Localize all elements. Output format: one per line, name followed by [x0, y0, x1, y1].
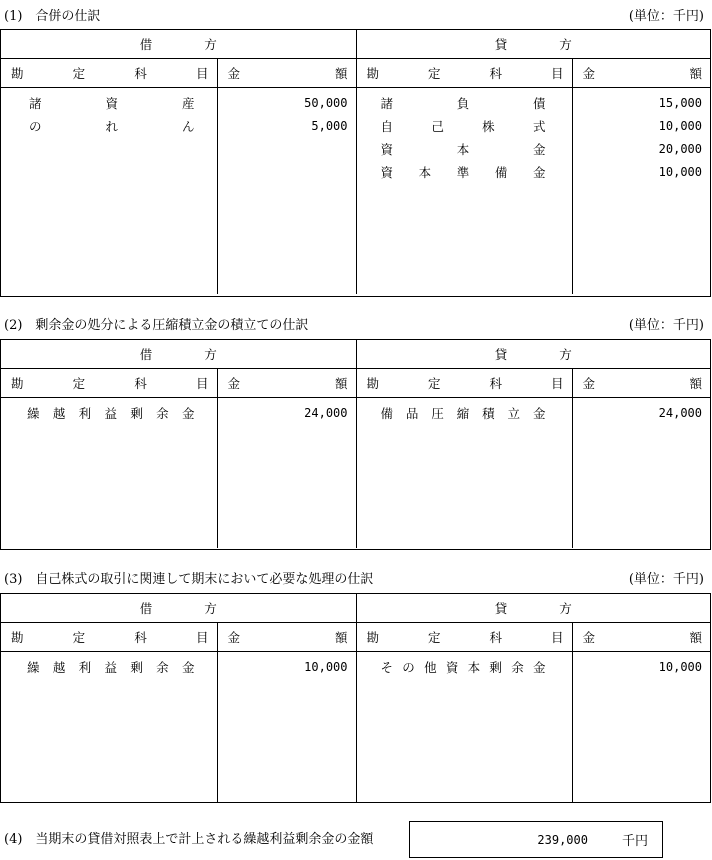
- credit-amounts: [572, 652, 710, 802]
- debit-header: 借 方: [139, 601, 217, 616]
- account-column-header: 勘 定 科 目: [11, 66, 209, 81]
- entry-body: [1, 652, 710, 802]
- amount-column-header: 金 額: [227, 66, 348, 81]
- amount-entry: 24,000: [304, 406, 348, 420]
- amount-column-header: 金 額: [227, 630, 348, 645]
- column-header-row: [1, 59, 710, 88]
- account-entry: 資 本 金: [380, 142, 546, 157]
- journal-table-1: [0, 29, 711, 297]
- debit-amounts: [217, 398, 356, 548]
- entry-body: [1, 398, 710, 548]
- account-column-header: 勘 定 科 目: [366, 376, 564, 391]
- debit-header: 借 方: [139, 347, 217, 362]
- debit-accounts: [1, 652, 217, 802]
- debit-header: 借 方: [139, 37, 217, 52]
- credit-header: 貸 方: [494, 347, 572, 362]
- entry-body: [1, 88, 710, 294]
- account-entry: 諸 負 債: [380, 96, 546, 111]
- section-1-unit: (単位：千円): [628, 9, 704, 24]
- amount-entry: 10,000: [658, 660, 702, 674]
- amount-entry: 10,000: [658, 119, 702, 133]
- amount-column-header: 金 額: [227, 376, 348, 391]
- amount-entry: 10,000: [658, 165, 702, 179]
- account-entry: 繰 越 利 益 剰 余 金: [27, 406, 195, 421]
- amount-entry: 5,000: [311, 119, 348, 133]
- debit-amounts: [217, 88, 356, 294]
- side-header-row: [1, 340, 710, 369]
- answer-unit: 千円: [621, 834, 648, 849]
- amount-entry: 10,000: [304, 660, 348, 674]
- debit-accounts: [1, 398, 217, 548]
- credit-amounts: [572, 88, 710, 294]
- journal-table-3: [0, 593, 711, 803]
- amount-column-header: 金 額: [582, 376, 702, 391]
- column-header-row: [1, 623, 710, 652]
- credit-header: 貸 方: [494, 601, 572, 616]
- section-2-unit: (単位：千円): [628, 318, 704, 333]
- account-entry: 繰 越 利 益 剰 余 金: [27, 660, 195, 675]
- account-column-header: 勘 定 科 目: [366, 66, 564, 81]
- amount-column-header: 金 額: [582, 66, 702, 81]
- account-entry: の れ ん: [29, 119, 195, 134]
- section-3-title: (3) 自己株式の取引に関連して期末において必要な処理の仕訳: [4, 572, 374, 587]
- debit-amounts: [217, 652, 356, 802]
- account-column-header: 勘 定 科 目: [366, 630, 564, 645]
- credit-accounts: [356, 398, 572, 548]
- amount-entry: 24,000: [658, 406, 702, 420]
- account-entry: そ の 他 資 本 剰 余 金: [380, 660, 546, 675]
- question-4-label: (4) 当期末の貸借対照表上で計上される繰越利益剰余金の金額: [4, 832, 374, 847]
- column-header-row: [1, 369, 710, 398]
- amount-entry: 20,000: [658, 142, 702, 156]
- journal-table-2: [0, 339, 711, 550]
- side-header-row: [1, 30, 710, 59]
- account-entry: 備 品 圧 縮 積 立 金: [380, 406, 546, 421]
- account-entry: 諸 資 産: [29, 96, 195, 111]
- answer-box[interactable]: [409, 821, 663, 858]
- answer-value: 239,000: [537, 832, 588, 847]
- amount-entry: 15,000: [658, 96, 702, 110]
- amount-entry: 50,000: [304, 96, 348, 110]
- account-entry: 自 己 株 式: [380, 119, 546, 134]
- section-3-unit: (単位：千円): [628, 572, 704, 587]
- side-header-row: [1, 594, 710, 623]
- section-1-title: (1) 合併の仕訳: [4, 9, 101, 24]
- amount-column-header: 金 額: [582, 630, 702, 645]
- credit-accounts: [356, 652, 572, 802]
- debit-accounts: [1, 88, 217, 294]
- section-2-title: (2) 剰余金の処分による圧縮積立金の積立ての仕訳: [4, 318, 309, 333]
- credit-accounts: [356, 88, 572, 294]
- credit-header: 貸 方: [494, 37, 572, 52]
- account-column-header: 勘 定 科 目: [11, 630, 209, 645]
- account-entry: 資 本 準 備 金: [380, 165, 546, 180]
- account-column-header: 勘 定 科 目: [11, 376, 209, 391]
- credit-amounts: [572, 398, 710, 548]
